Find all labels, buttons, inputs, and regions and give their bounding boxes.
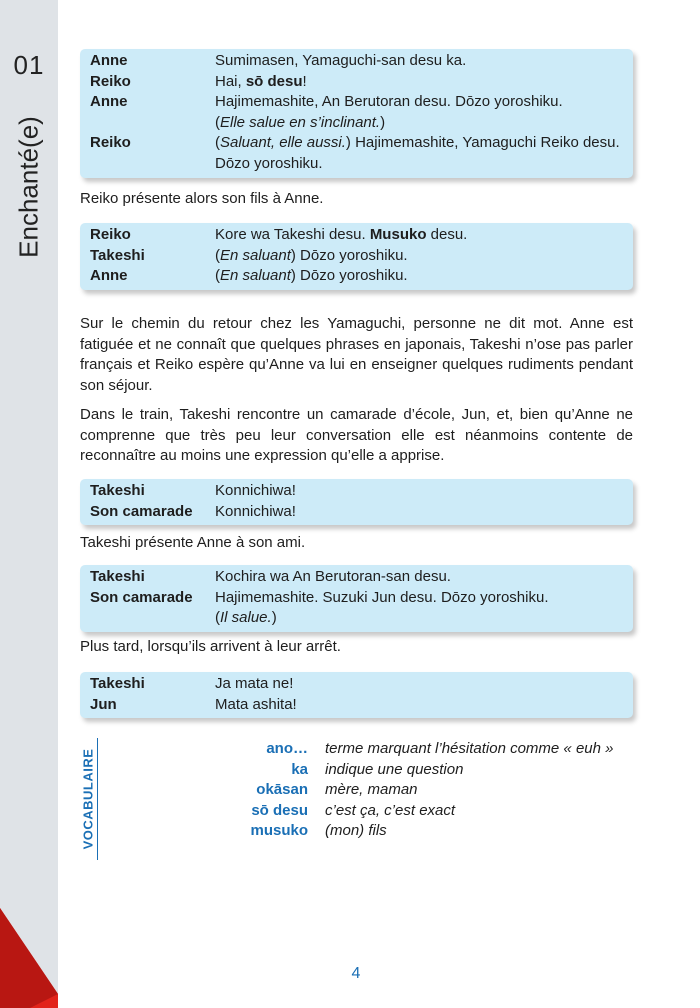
utterance [215, 225, 633, 246]
utterance-segment: Sumimasen, Yamaguchi-san desu ka. [215, 52, 467, 69]
dialogue-line [90, 588, 633, 609]
vocabulary-term: sō desu [251, 801, 308, 819]
dialogue-line [90, 567, 633, 588]
vocabulary-item [110, 760, 630, 781]
utterance-segment: Elle salue en s’inclinant. [220, 113, 381, 131]
chapter-sidebar [0, 0, 58, 1008]
utterance-segment: ( [215, 609, 220, 627]
speaker-name: Reiko [90, 134, 131, 152]
utterance-segment: ( [215, 267, 220, 285]
vocabulary-definition: terme marquant l’hésitation comme « euh » [325, 740, 614, 757]
utterance-segment: Musuko [369, 226, 427, 243]
utterance-segment: Mata ashita! [215, 695, 297, 713]
narration-3: Plus tard, lorsqu’ils arrivent à leur arrêt. [80, 638, 341, 655]
speaker-name: Jun [90, 695, 117, 713]
dialogue-box-1 [80, 49, 633, 178]
utterance-segment: sō desu [245, 72, 303, 90]
speaker-name [90, 113, 215, 134]
utterance [215, 608, 633, 629]
dialogue-line [90, 502, 633, 523]
dialogue-line [90, 674, 633, 695]
utterance [215, 695, 633, 716]
page-number: 4 [351, 965, 361, 982]
page-corner-decoration [0, 908, 70, 1008]
utterance [215, 481, 633, 502]
dialogue-line [90, 133, 633, 154]
dialogue-box-4 [80, 565, 633, 632]
dialogue-line [90, 608, 633, 629]
dialogue-box-2 [80, 223, 633, 290]
utterance-segment: ) Dōzo yoroshiku. [290, 246, 408, 264]
dialogue-line [90, 225, 633, 246]
utterance [215, 674, 633, 695]
vocabulary-definition: indique une question [325, 760, 464, 778]
utterance [215, 72, 633, 93]
vocabulary-label: VOCABULAIRE [80, 748, 96, 850]
utterance-segment: Hai, [215, 72, 246, 90]
vocabulary-term: ano… [266, 740, 308, 757]
vocabulary-list [110, 739, 630, 842]
speaker-name: Takeshi [90, 482, 145, 499]
utterance-segment: Konnichiwa! [215, 482, 296, 499]
dialogue-line [90, 246, 633, 267]
dialogue-line [90, 154, 633, 175]
vocabulary-definition: c’est ça, c’est exact [325, 801, 456, 819]
utterance [215, 92, 633, 113]
paragraph-1: Sur le chemin du retour chez les Yamaguchi, personne ne dit mot. Anne est fatiguée et ne connaît que quelques phrases en japonais, Takeshi n’ose pas parler français et Reiko espère qu’Anne va lui en enseigner quelques rudiments pendant son séjour. [80, 315, 633, 394]
narration-1: Reiko présente alors son fils à Anne. [80, 190, 324, 207]
dialogue-box-3 [80, 479, 633, 525]
vocabulary-term: okāsan [256, 781, 308, 799]
utterance [215, 588, 633, 609]
utterance [215, 133, 633, 154]
speaker-name: Takeshi [90, 675, 145, 692]
paragraph-2: Dans le train, Takeshi rencontre un camarade d’école, Jun, et, bien qu’Anne ne comprenne que très peu leur conversation elle est néanmoins contente de reconnaître au moins une expression qu’elle a apprise. [80, 406, 633, 465]
utterance-segment: Il salue. [220, 609, 272, 627]
utterance [215, 502, 633, 523]
utterance-segment: desu. [426, 226, 468, 243]
utterance-segment: En saluant [220, 267, 291, 285]
utterance-segment: Hajimemashite, An Berutoran desu. Dōzo yoroshiku. [215, 93, 563, 111]
utterance-segment: Konnichiwa! [215, 502, 296, 520]
vocabulary-item [110, 739, 630, 760]
speaker-name: Reiko [90, 226, 131, 243]
vocabulary-term: musuko [250, 822, 308, 840]
speaker-name: Takeshi [90, 568, 145, 585]
utterance-segment: Kochira wa An Berutoran-san desu. [215, 568, 451, 585]
chapter-title: Enchanté(e) [13, 116, 44, 258]
utterance-segment: Saluant, elle aussi. [220, 134, 346, 152]
speaker-name: Anne [90, 267, 128, 285]
speaker-name: Takeshi [90, 246, 145, 264]
utterance-segment: En saluant [220, 246, 291, 264]
narration-2: Takeshi présente Anne à son ami. [80, 534, 306, 551]
utterance-segment: ) Hajimemashite, Yamaguchi Reiko desu. [345, 134, 620, 152]
utterance [215, 567, 633, 588]
speaker-name: Son camarade [90, 588, 193, 606]
utterance [215, 154, 633, 175]
speaker-name: Reiko [90, 72, 131, 90]
utterance-segment: ) [380, 113, 386, 131]
utterance [215, 246, 633, 267]
vocabulary-definition: mère, maman [325, 781, 418, 799]
utterance-segment: ! [302, 72, 307, 90]
vocabulary-item [110, 821, 630, 842]
vocabulary-definition: (mon) fils [325, 822, 387, 840]
utterance-segment: ) Dōzo yoroshiku. [290, 267, 408, 285]
speaker-name [90, 154, 215, 175]
speaker-name: Son camarade [90, 502, 193, 520]
vocabulary-divider [97, 738, 98, 860]
utterance [215, 113, 633, 134]
speaker-name: Anne [90, 52, 128, 69]
chapter-number: 01 [13, 50, 45, 80]
utterance-segment: ( [215, 113, 220, 131]
dialogue-box-5 [80, 672, 633, 718]
speaker-name [90, 608, 215, 629]
utterance-segment: ( [215, 246, 220, 264]
utterance [215, 266, 633, 287]
vocabulary-item [110, 801, 630, 822]
utterance-segment: Kore wa Takeshi desu. [215, 226, 370, 243]
dialogue-line [90, 695, 633, 716]
utterance-segment: Dōzo yoroshiku. [215, 154, 323, 172]
utterance-segment: ) [271, 609, 277, 627]
utterance-segment: Ja mata ne! [215, 675, 294, 692]
dialogue-line [90, 51, 633, 72]
vocabulary-item [110, 780, 630, 801]
vocabulary-term: ka [291, 760, 308, 778]
utterance-segment: ( [215, 134, 220, 152]
utterance [215, 51, 633, 72]
dialogue-line [90, 113, 633, 134]
dialogue-line [90, 92, 633, 113]
dialogue-line [90, 481, 633, 502]
speaker-name: Anne [90, 93, 128, 111]
utterance-segment: Hajimemashite. Suzuki Jun desu. Dōzo yoroshiku. [215, 588, 549, 606]
dialogue-line [90, 266, 633, 287]
dialogue-line [90, 72, 633, 93]
